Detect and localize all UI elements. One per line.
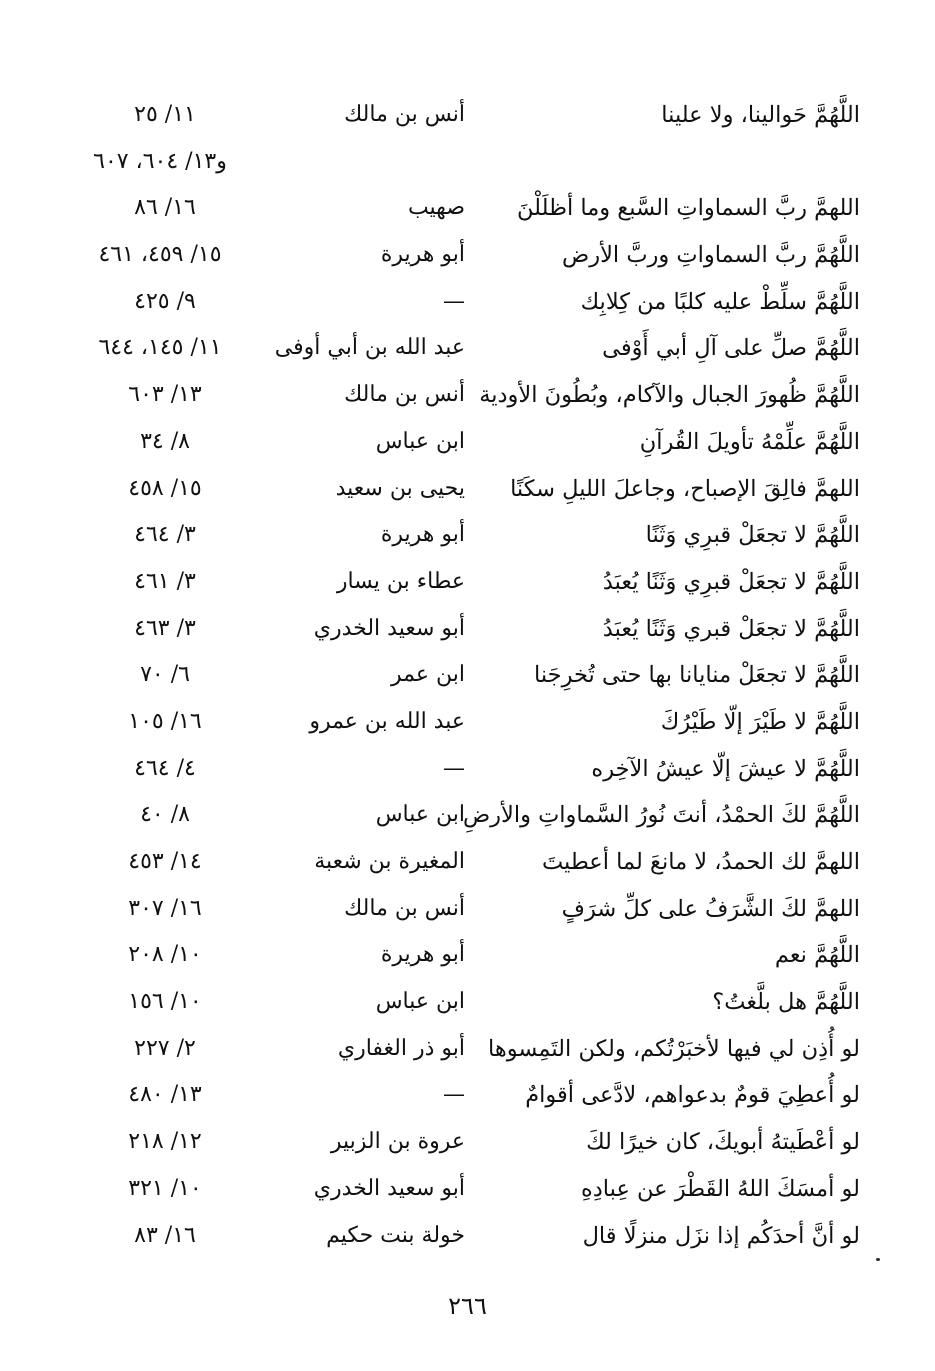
index-row — [70, 232, 860, 279]
narrator-name: أبو هريرة — [380, 942, 465, 968]
volume-page-reference: ٦/ ٧٠ — [140, 662, 190, 688]
hadith-text — [470, 139, 860, 186]
hadith-text: اللَّهُمَّ هل بلَّغتُ؟ — [712, 989, 860, 1016]
hadith-index-table — [70, 92, 860, 1259]
hadith-text: اللهمَّ ربَّ السماواتِ السَّبع وما أظلَلْنَ — [517, 195, 860, 222]
volume-page-reference: ١٦/ ١٠٥ — [128, 708, 202, 734]
volume-page-reference: ١٥/ ٤٥٩، ٤٦١ — [98, 242, 222, 268]
index-row — [70, 1026, 860, 1073]
index-row — [70, 652, 860, 699]
narrator-name — [245, 139, 465, 186]
index-row — [70, 372, 860, 419]
hadith-text: اللَّهُمَّ نعم — [774, 942, 860, 969]
volume-page-reference: ٣/ ٤٦٣ — [134, 615, 196, 641]
index-row — [70, 699, 860, 746]
volume-page-reference: ٣/ ٤٦٤ — [134, 522, 196, 548]
index-row — [70, 185, 860, 232]
index-row — [70, 1072, 860, 1119]
index-row — [70, 466, 860, 513]
volume-page-reference: ١١/ ١٤٥، ٦٤٤ — [98, 335, 222, 361]
hadith-text: لو أنَّ أحدَكُم إذا نزَل منزلًا قال — [582, 1222, 860, 1249]
volume-page-reference: ١٤/ ٤٥٣ — [128, 849, 202, 874]
narrator-name: يحيى بن سعيد — [335, 475, 465, 501]
narrator-name: عطاء بن يسار — [336, 568, 465, 594]
narrator-name: أبو سعيد الخدري — [313, 1175, 465, 1201]
hadith-text: اللَّهُمَّ لا طَيْرَ إلّا طَيْرُكَ — [660, 708, 860, 735]
hadith-text: اللَّهُمَّ سلِّطْ عليه كلبًا من كِلابِك — [580, 288, 860, 315]
index-row — [70, 606, 860, 653]
hadith-text: اللَّهُمَّ حَوالينا، ولا علينا — [661, 102, 860, 128]
narrator-name: ابن عباس — [375, 802, 465, 828]
hadith-text: اللَّهُمَّ لا تجعَلْ قبري وَثَنًا يُعبَدُ — [602, 615, 860, 642]
volume-page-reference: ٩/ ٤٢٥ — [134, 288, 196, 314]
index-row — [70, 979, 860, 1026]
narrator-name: أنس بن مالك — [344, 102, 465, 127]
narrator-name: ابن عمر — [391, 662, 465, 688]
margin-mark — [876, 1258, 880, 1261]
hadith-text: لو أمسَكَ اللهُ القَطْرَ عن عِبادِهِ — [581, 1175, 860, 1202]
index-row — [70, 932, 860, 979]
hadith-text: اللهمَّ لكَ الشَّرَفُ على كلِّ شرَفٍ — [561, 895, 860, 922]
volume-page-reference: ٨/ ٣٤ — [140, 428, 190, 454]
volume-page-reference: ١٦/ ٣٠٧ — [128, 895, 202, 921]
narrator-name: أبو هريرة — [380, 242, 465, 268]
index-row — [70, 886, 860, 933]
narrator-name: — — [443, 288, 465, 314]
narrator-name: ابن عباس — [375, 989, 465, 1015]
index-row — [70, 746, 860, 793]
narrator-name: خولة بنت حكيم — [326, 1222, 465, 1248]
hadith-text: اللَّهُمَّ ربَّ السماواتِ وربَّ الأرض — [562, 242, 860, 269]
index-row — [70, 512, 860, 559]
hadith-text: اللَّهُمَّ صلِّ على آلِ أبي أَوْفى — [602, 335, 860, 362]
hadith-text: اللَّهُمَّ لكَ الحمْدُ، أنتَ نُورُ السَّماواتِ والأرضِ — [462, 802, 860, 829]
index-row — [70, 92, 860, 139]
volume-page-reference: ١٦/ ٨٣ — [134, 1222, 196, 1248]
volume-page-reference: ٣/ ٤٦١ — [134, 568, 196, 594]
index-row — [70, 792, 860, 839]
volume-page-reference: ١٠/ ١٥٦ — [128, 989, 202, 1015]
hadith-text: اللَّهُمَّ لا عيشَ إلّا عيشُ الآخِره — [591, 755, 860, 782]
volume-page-reference: ١٠/ ٣٢١ — [128, 1175, 202, 1201]
index-row — [70, 325, 860, 372]
narrator-name: المغيرة بن شعبة — [314, 849, 465, 874]
narrator-name: ابن عباس — [375, 428, 465, 454]
volume-page-reference: ٢/ ٢٢٧ — [134, 1035, 196, 1061]
index-row — [70, 1119, 860, 1166]
index-row — [70, 279, 860, 326]
hadith-text: اللهمَّ فالِقَ الإصباح، وجاعلَ الليلِ سكَنًا — [510, 475, 860, 502]
index-row — [70, 839, 860, 886]
index-row — [70, 139, 860, 186]
hadith-text: اللهمَّ لك الحمدُ، لا مانعَ لما أعطيتَ — [541, 849, 860, 875]
volume-page-reference: ١٠/ ٢٠٨ — [128, 942, 202, 968]
hadith-text: لو أعْطَيتهُ أبويكَ، كان خيرًا لكَ — [586, 1129, 860, 1156]
narrator-name: — — [443, 755, 465, 781]
index-row — [70, 1166, 860, 1213]
hadith-text: اللَّهُمَّ لا تجعَلْ قبرِي وَثَنًا — [645, 522, 860, 549]
volume-page-reference: ١٥/ ٤٥٨ — [128, 475, 202, 501]
hadith-text: لو أُعطِيَ قومٌ بدعواهم، لادَّعى أقوامٌ — [525, 1082, 860, 1109]
index-row — [70, 559, 860, 606]
hadith-text: اللَّهُمَّ لا تجعَلْ منايانا بها حتى تُخرِجَنا — [534, 662, 860, 689]
narrator-name: عروة بن الزبير — [330, 1129, 465, 1155]
volume-page-reference: ٤/ ٤٦٤ — [134, 755, 196, 781]
narrator-name: أنس بن مالك — [344, 382, 465, 408]
narrator-name: أبو سعيد الخدري — [313, 615, 465, 641]
narrator-name: أنس بن مالك — [344, 895, 465, 921]
volume-page-reference: ١٣/ ٤٨٠ — [128, 1082, 202, 1108]
index-row — [70, 419, 860, 466]
narrator-name: أبو ذر الغفاري — [337, 1035, 465, 1061]
volume-page-reference: ١٣/ ٦٠٣ — [128, 382, 202, 408]
volume-page-reference: ١٢/ ٢١٨ — [128, 1129, 202, 1155]
hadith-text: لو أُذِن لي فيها لأخبَرْتُكم، ولكن التَمِسوها — [487, 1035, 860, 1062]
narrator-name: أبو هريرة — [380, 522, 465, 548]
hadith-text: اللَّهُمَّ لا تجعَلْ قبرِي وَثَنًا يُعبَدُ — [602, 568, 860, 595]
narrator-name: صهيب — [407, 195, 465, 221]
volume-page-reference: ٨/ ٤٠ — [140, 802, 190, 828]
volume-page-reference: ١١/ ٢٥ — [134, 102, 196, 127]
narrator-name: عبد الله بن عمرو — [309, 708, 465, 734]
volume-page-reference: و١٣/ ٦٠٤، ٦٠٧ — [93, 148, 227, 174]
hadith-text: اللَّهُمَّ ظُهورَ الجبال والآكام، وبُطُونَ الأودية — [479, 382, 860, 409]
volume-page-reference: ١٦/ ٨٦ — [134, 195, 196, 221]
narrator-name: عبد الله بن أبي أوفى — [274, 335, 465, 361]
page-number: ٢٦٦ — [448, 1292, 487, 1320]
narrator-name: — — [443, 1082, 465, 1108]
hadith-text: اللَّهُمَّ علِّمْهُ تأويلَ القُرآنِ — [639, 428, 860, 455]
index-row — [70, 1213, 860, 1260]
